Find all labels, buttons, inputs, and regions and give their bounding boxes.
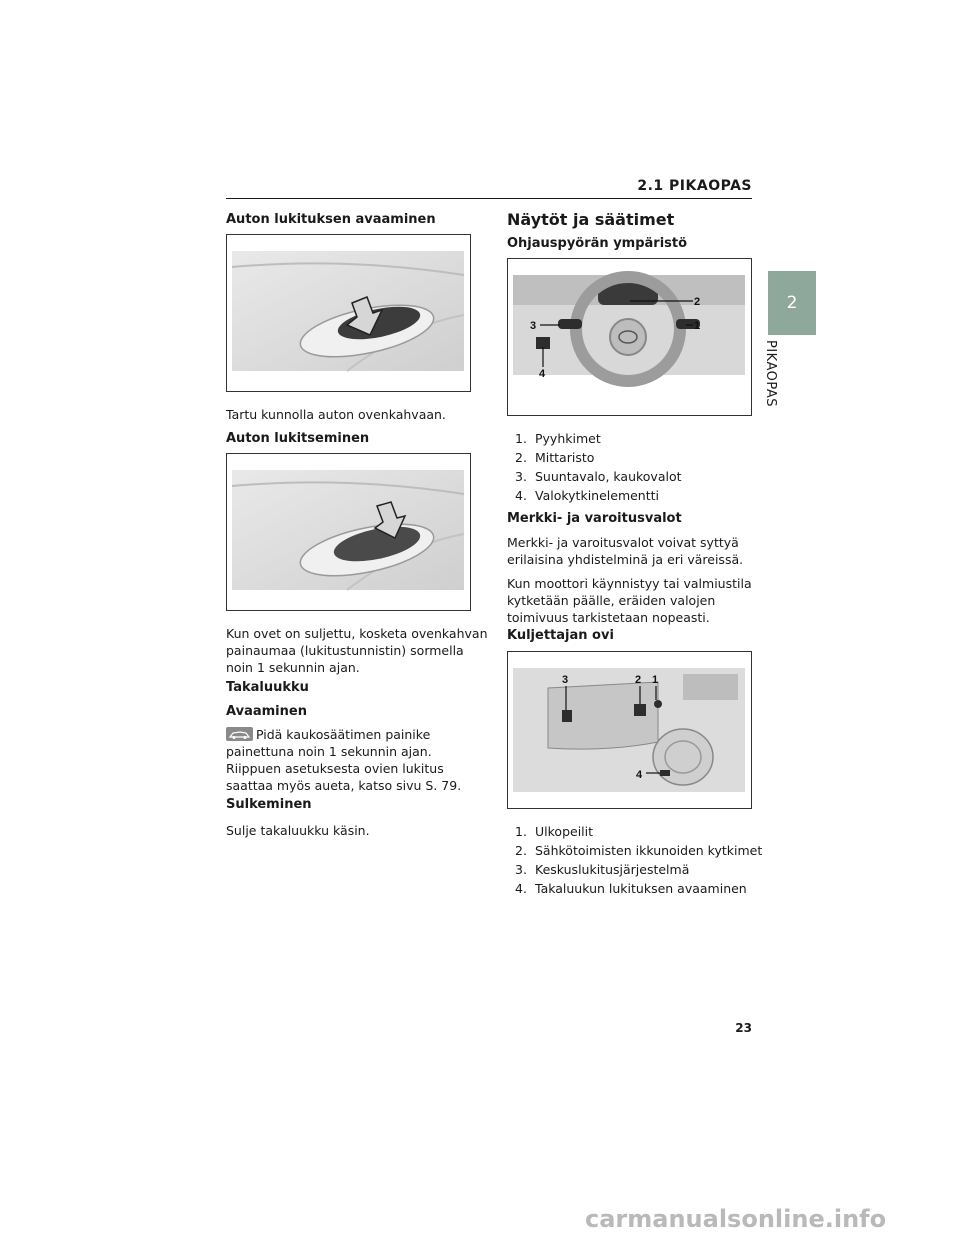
lock-instruction (226, 625, 488, 676)
lock-heading: Auton lukitseminen (226, 431, 370, 446)
steering-callout-2: 2 (694, 296, 701, 308)
lock-text-line-1: Kun ovet on suljettu, kosketa ovenkahvan (226, 626, 488, 641)
chapter-label-text: PIKAOPAS (763, 340, 778, 408)
door-callout-1: 1 (652, 674, 659, 686)
tailgate-close-heading: Sulkeminen (226, 797, 312, 812)
tailgate-open-instruction (226, 726, 461, 794)
list-item: 1. Pyyhkimet (515, 431, 601, 446)
open-text-line-1 (226, 726, 461, 743)
warning-lights-text-2: Kun moottori käynnistyy tai valmiustila kytketään päälle, eräiden valojen toimivuus tarkistetaan nopeasti. (507, 576, 752, 625)
open-text-line-3: Riippuen asetuksesta ovien lukitus (226, 761, 444, 776)
steering-wheel-heading: Ohjauspyörän ympäristö (507, 236, 688, 251)
list-item: 3. Keskuslukitusjärjestelmä (515, 862, 690, 877)
door-handle-unlock-illustration (227, 235, 470, 391)
door-handle-lock-illustration (227, 454, 470, 610)
tailgate-open-heading: Avaaminen (226, 704, 307, 719)
list-item: 4. Valokytkinelementti (515, 488, 660, 503)
tailgate-close-instruction: Sulje takaluukku käsin. (226, 823, 370, 838)
steering-wheel-figure (507, 258, 752, 416)
lock-text-line-2: painaumaa (lukitustunnistin) sormella (226, 643, 464, 658)
steering-controls-list (515, 429, 682, 505)
steering-callout-3: 3 (530, 320, 537, 332)
door-handle-lock-figure (226, 453, 471, 611)
chapter-tab: 2 (768, 271, 816, 335)
steering-wheel-illustration (508, 259, 751, 415)
remote-tailgate-icon (226, 727, 253, 741)
door-handle-unlock-figure (226, 234, 471, 392)
lock-text-line-3: noin 1 sekunnin ajan. (226, 660, 360, 675)
displays-controls-heading: Näytöt ja säätimet (507, 210, 675, 229)
watermark: carmanualsonline.info (585, 1205, 887, 1233)
open-text-line-4: saattaa myös aueta, katso sivu S. 79. (226, 778, 462, 793)
open-text-line-2: painettuna noin 1 sekunnin ajan. (226, 744, 432, 759)
steering-callout-4: 4 (539, 368, 546, 380)
steering-callout-1: 1 (694, 320, 701, 332)
driver-door-illustration (508, 652, 751, 808)
unlock-instruction: Tartu kunnolla auton ovenkahvaan. (226, 407, 446, 422)
list-item: 1. Ulkopeilit (515, 824, 594, 839)
list-item: 3. Suuntavalo, kaukovalot (515, 469, 682, 484)
warning-lights-heading: Merkki- ja varoitusvalot (507, 511, 682, 526)
driver-door-figure (507, 651, 752, 809)
chapter-label (762, 338, 782, 418)
tailgate-heading: Takaluukku (226, 680, 309, 695)
warning-lights-text-1: Merkki- ja varoitusvalot voivat syttyä erilaisina yhdistelminä ja eri väreissä. (507, 535, 744, 567)
driver-door-heading: Kuljettajan ovi (507, 628, 614, 643)
unlock-heading: Auton lukituksen avaaminen (226, 212, 436, 227)
page-number: 23 (735, 1021, 752, 1035)
header-divider (226, 198, 752, 199)
list-item: 4. Takaluukun lukituksen avaaminen (515, 881, 747, 896)
driver-door-list (515, 822, 762, 898)
list-item: 2. Mittaristo (515, 450, 595, 465)
open-text-line-1-text: Pidä kaukosäätimen painike (256, 727, 431, 742)
section-title: 2.1 PIKAOPAS (637, 178, 752, 194)
door-callout-3: 3 (562, 674, 569, 686)
list-item: 2. Sähkötoimisten ikkunoiden kytkimet (515, 843, 763, 858)
door-callout-2: 2 (635, 674, 642, 686)
door-callout-4: 4 (636, 769, 643, 781)
